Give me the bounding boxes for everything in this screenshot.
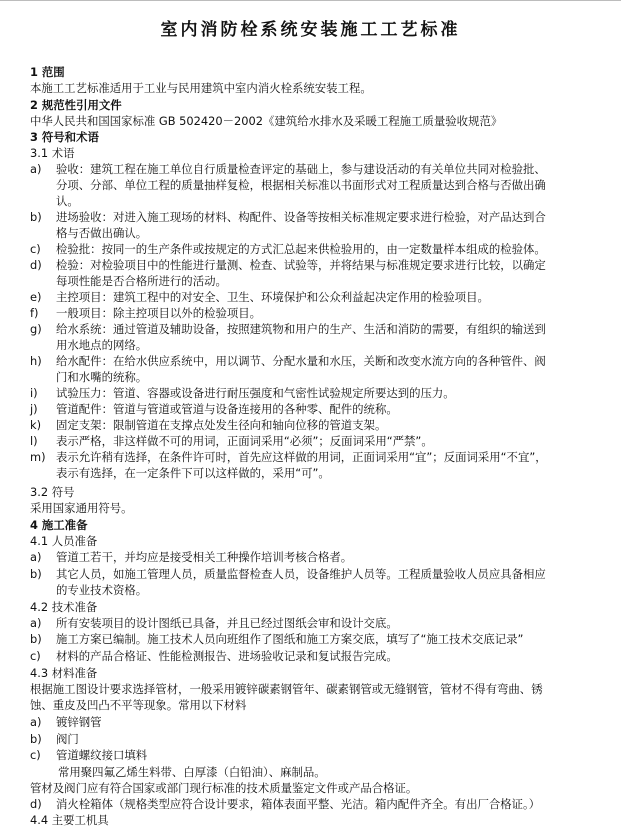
list-text: 检验批：按同一的生产条件或按规定的方式汇总起来供检验用的，由一定数量样本组成的检验体。 [56,242,546,256]
subsection-4-3-heading: 4.3 材料准备 [30,666,98,680]
list-text: 用水地点的网络。 [56,338,148,352]
list-text: 主控项目：建筑工程中的对安全、卫生、环境保护和公众利益起决定作用的检验项目。 [56,290,489,304]
section-2-heading: 2 规范性引用文件 [30,98,122,112]
section-2-text: 中华人民共和国国家标准 GB 502420－2002《建筑给水排水及采暖工程施工质量验收规范》 [30,114,503,128]
top-border [0,0,621,1]
list-marker: k) [30,418,42,432]
list-text: 所有安装项目的设计图纸已具备，并且已经过图纸会审和设计交底。 [56,616,398,630]
list-text: 每项性能是否合格所进行的活动。 [56,274,227,288]
list-text: 给水配件：在给水供应系统中，用以调节、分配水量和水压，关断和改变水流方向的各种管件、阀 [56,354,546,368]
list-marker: a) [30,715,42,729]
list-text: 一般项目：除主控项目以外的检验项目。 [56,306,262,320]
list-text: 其它人员，如施工管理人员，质量监督检查人员，设备维护人员等。工程质量验收人员应具备相应 [56,567,546,581]
list-marker: h) [30,354,42,368]
subsection-4-2-heading: 4.2 技术准备 [30,600,98,614]
section-1-heading: 1 范围 [30,65,65,79]
list-text: 施工方案已编制。施工技术人员向班组作了图纸和施工方案交底，填写了“施工技术交底记录” [56,632,524,646]
list-marker: l) [30,434,38,448]
list-text: 验收：建筑工程在施工单位自行质量检查评定的基础上，参与建设活动的有关单位共同对检验批、 [56,162,546,176]
list-text: 表示有选择，在一定条件下可以这样做的，采用“可”。 [56,466,330,480]
list-marker: d) [30,258,42,272]
list-text: 阀门 [56,732,79,746]
list-marker: b) [30,732,42,746]
list-text: 格与否做出确认。 [56,226,148,240]
list-text: 管道螺纹接口填料 [56,748,148,762]
list-text: 管道工若干，并均应是接受相关工种操作培训考核合格者。 [56,550,353,564]
materials-intro-line-2: 蚀、重皮及凹凸不平等现象。常用以下材料 [30,698,247,712]
list-marker: d) [30,797,42,811]
section-4-heading: 4 施工准备 [30,518,88,532]
list-text: 给水系统：通过管道及辅助设备，按照建筑物和用户的生产、生活和消防的需要，有组织的输送到 [56,322,546,336]
list-text: 消火栓箱体（规格类型应符合设计要求，箱体表面平整、光洁。箱内配件齐全。有出厂合格证。） [56,797,541,811]
list-marker: j) [30,402,38,416]
list-marker: f) [30,306,39,320]
list-text: 表示严格，非这样做不可的用词，正面词采用“必须”；反面词采用“严禁”。 [56,434,433,448]
certification-text: 管材及阀门应有符合国家或部门现行标准的技术质量鉴定文件或产品合格证。 [30,781,418,795]
list-text: 认。 [56,194,79,208]
subsection-3-2-text: 采用国家通用符号。 [30,501,133,515]
subsection-4-1-heading: 4.1 人员准备 [30,534,98,548]
list-text: 材料的产品合格证、性能检测报告、进场验收记录和复试报告完成。 [56,649,398,663]
list-marker: b) [30,567,42,581]
list-text: 检验：对检验项目中的性能进行量测、检查、试验等，并将结果与标准规定要求进行比较，以确定 [56,258,546,272]
list-marker: b) [30,210,42,224]
list-marker: m) [30,450,46,464]
list-text: 固定支架：限制管道在支撑点处发生径向和轴向位移的管道支架。 [56,418,387,432]
list-text: 的专业技术资格。 [56,583,148,597]
list-marker: a) [30,550,42,564]
materials-intro-line-1: 根据施工图设计要求选择管材，一般采用镀锌碳素钢管年、碳素钢管或无缝钢管，管材不得有弯曲、锈 [30,682,543,696]
list-marker: c) [30,748,41,762]
list-marker: b) [30,632,42,646]
document-title: 室内消防栓系统安装施工工艺标准 [160,20,461,40]
subsection-4-4-heading: 4.4 主要工机具 [30,813,109,827]
list-text: 门和水嘴的统称。 [56,370,148,384]
list-text: 进场验收：对进入施工现场的材料、构配件、设备等按相关标准规定要求进行检验，对产品达到合 [56,210,546,224]
filler-materials-text: 常用聚四氟乙烯生料带、白厚漆（白铅油）、麻制品。 [58,765,326,779]
list-marker: i) [30,386,38,400]
list-marker: a) [30,162,42,176]
list-text: 分项、分部、单位工程的质量抽样复检，根据相关标准以书面形式对工程质量达到合格与否做出确 [56,178,546,192]
list-text: 试验压力：管道、容器或设备进行耐压强度和气密性试验规定所要达到的压力。 [56,386,455,400]
list-marker: c) [30,649,41,663]
list-text: 镀锌钢管 [56,715,102,729]
list-marker: c) [30,242,41,256]
list-text: 表示允许稍有选择，在条件许可时，首先应这样做的用词，正面词采用“宜”；反面词采用“不宜”， [56,450,547,464]
section-1-text: 本施工工艺标准适用于工业与民用建筑中室内消火栓系统安装工程。 [30,81,372,95]
subsection-3-2-heading: 3.2 符号 [30,485,75,499]
section-3-heading: 3 符号和术语 [30,130,99,144]
list-marker: g) [30,322,42,336]
subsection-3-1-heading: 3.1 术语 [30,146,75,160]
list-text: 管道配件：管道与管道或管道与设备连接用的各种零、配件的统称。 [56,402,398,416]
list-marker: a) [30,616,42,630]
list-marker: e) [30,290,42,304]
